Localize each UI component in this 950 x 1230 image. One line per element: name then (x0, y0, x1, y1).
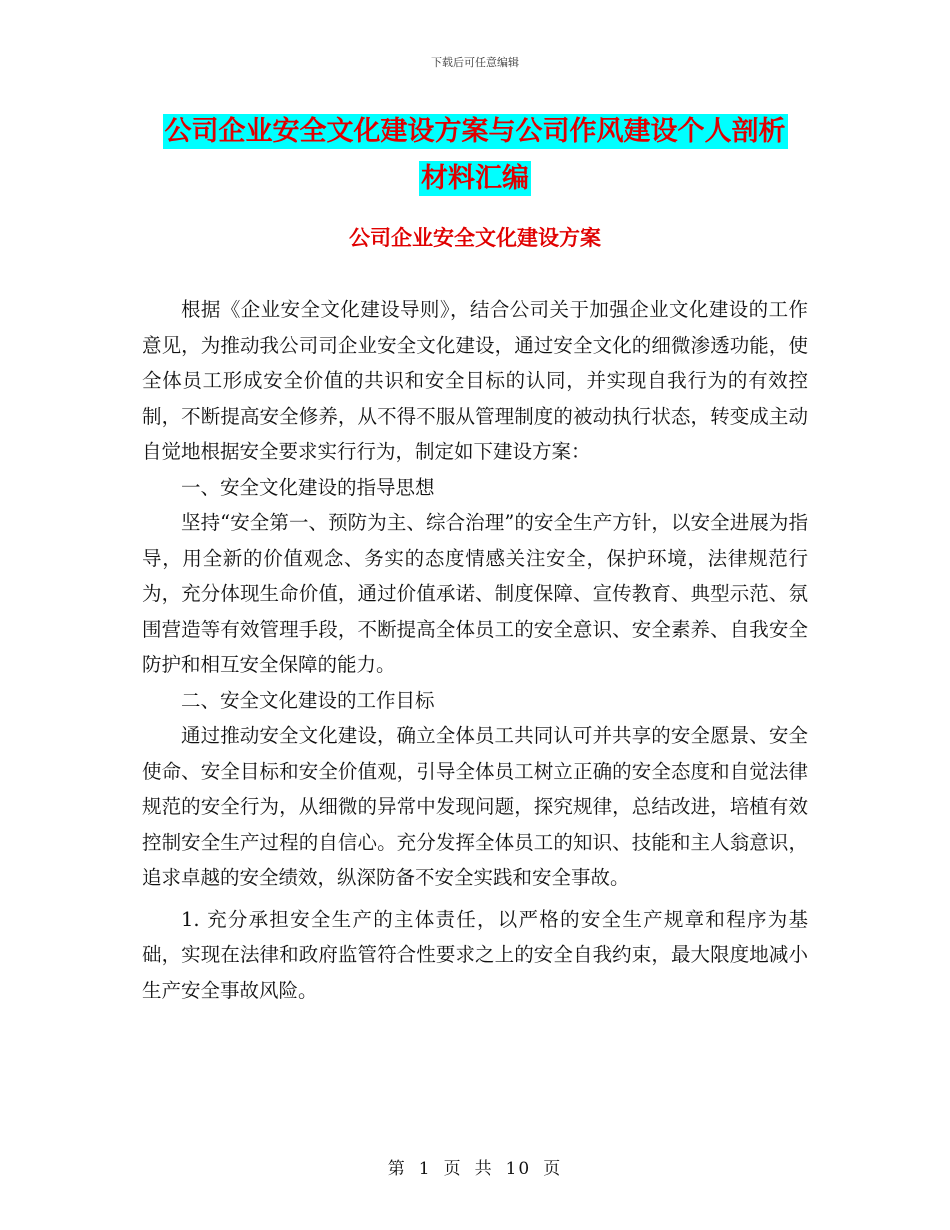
footer-prefix: 第 (387, 1159, 407, 1179)
footer-page-number: 1 (418, 1159, 432, 1179)
paragraph: 1. 充分承担安全生产的主体责任，以严格的安全生产规章和程序为基础，实现在法律和政府监管符合性要求之上的安全自我约束，最大限度地减小生产安全事故风险。 (142, 907, 808, 1002)
footer-page-unit: 页 (443, 1159, 463, 1179)
paragraph: 根据《企业安全文化建设导则》，结合公司关于加强企业文化建设的工作意见，为推动我公司司企业安全文化建设，通过安全文化的细微渗透功能，使全体员工形成安全价值的共识和安全目标的认同，并实现自我行为的有效控制，不断提高安全修养，从不得不服从管理制度的被动执行状态，转变成主动自觉地根据安全要求实行行为，制定如下建设方案： (142, 298, 808, 463)
heading-work-goals: 二、安全文化建设的工作目标 (181, 688, 435, 712)
document-title (0, 108, 950, 202)
footer-total-prefix: 共 (474, 1159, 494, 1179)
document-title-line2: 材料汇编 (421, 163, 529, 194)
document-title-line1: 公司企业安全文化建设方案与公司作风建设个人剖析 (164, 116, 786, 147)
paragraph: 通过推动安全文化建设，确立全体员工共同认可并共享的安全愿景、安全使命、安全目标和安全价值观，引导全体员工树立正确的安全态度和自觉法律规范的安全行为，从细微的异常中发现问题，探究规律，总结改进，培植有效控制安全生产过程的自信心。充分发挥全体员工的知识、技能和主人翁意识，追求卓越的安全绩效，纵深防备不安全实践和安全事故。 (142, 724, 808, 889)
page-footer (0, 1154, 950, 1179)
footer-total-pages: 10 (505, 1159, 532, 1179)
header-note: 下载后可任意编辑 (431, 56, 519, 69)
paragraph: 坚持“安全第一、预防为主、综合治理”的安全生产方针，以安全进展为指导，用全新的价值观念、务实的态度情感关注安全，保护环境，法律规范行为，充分体现生命价值，通过价值承诺、制度保障、宣传教育、典型示范、氛围营造等有效管理手段，不断提高全体员工的安全意识、安全素养、自我安全防护和相互安全保障的能力。 (142, 511, 808, 676)
heading-guiding-ideology: 一、安全文化建设的指导思想 (181, 475, 435, 499)
section-title: 公司企业安全文化建设方案 (349, 226, 601, 250)
document-body (142, 292, 808, 1008)
footer-total-unit: 页 (543, 1159, 563, 1179)
